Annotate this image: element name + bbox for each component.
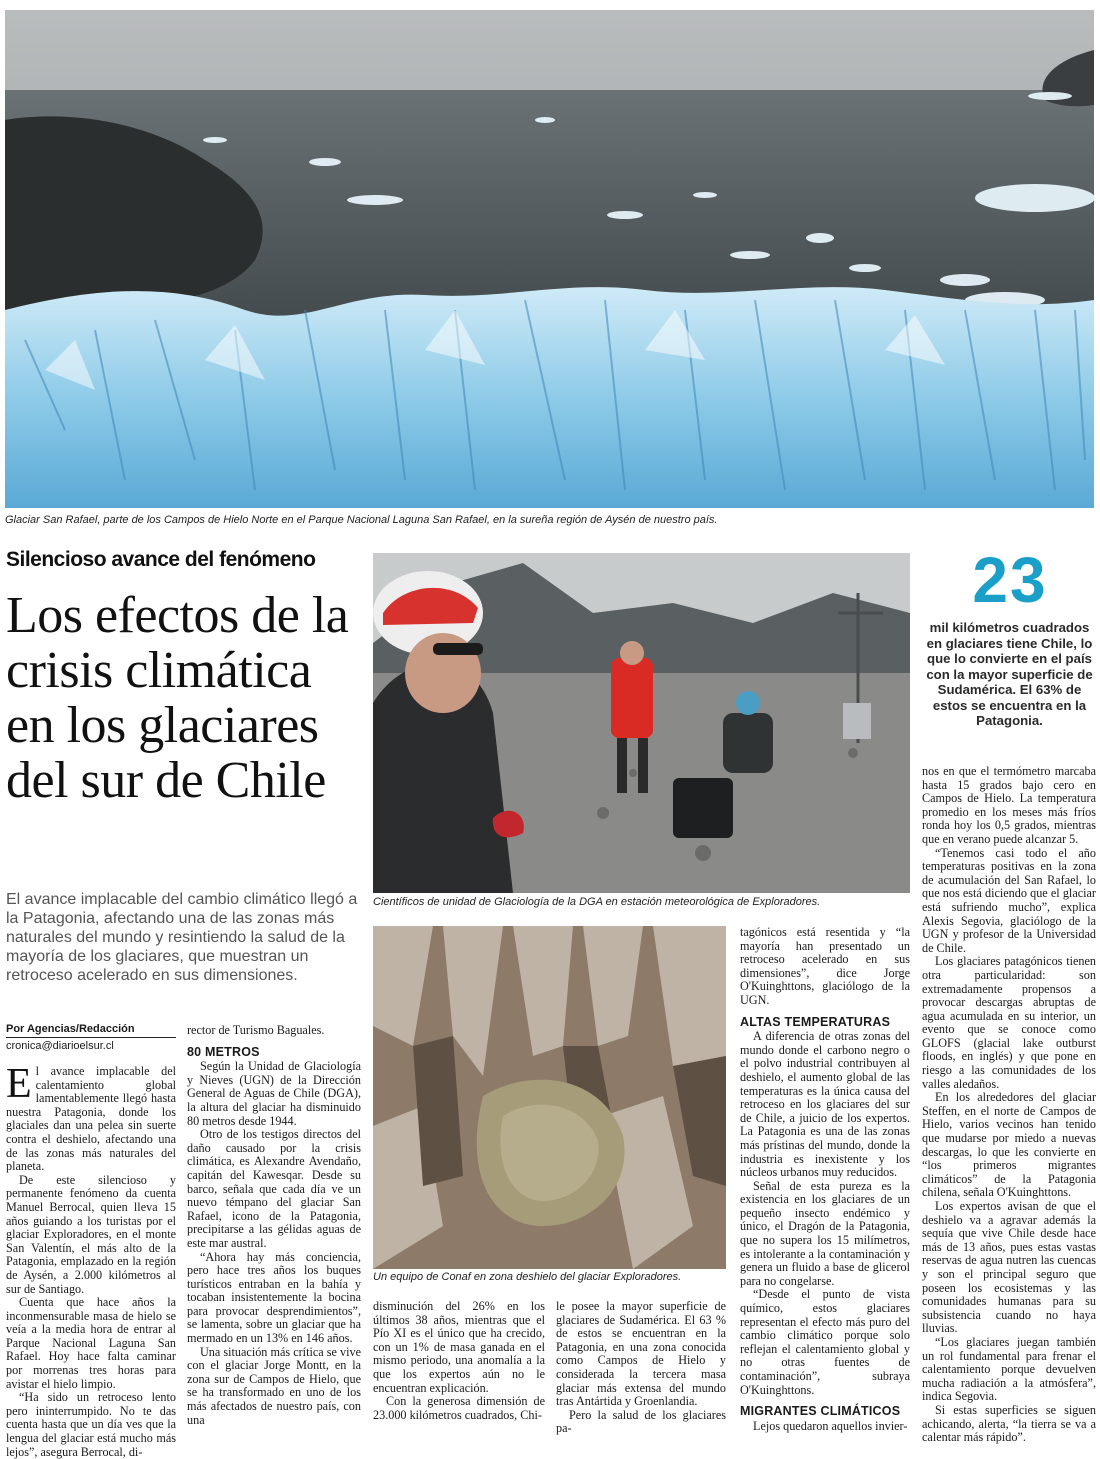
body-paragraph: A diferencia de otras zonas del mundo donde el carbono negro o el polvo industrial contribuyen al deshielo, el aumento global de las temperaturas es la única causa del retroceso en los glaciares del sur de Chile, a juicio de los expertos. La Patagonia es una de las zonas más prístinas del mundo, donde la industria es inexistente y los núcleos urbanos muy reducidos.: [740, 1029, 910, 1180]
body-paragraph: nos en que el termómetro marcaba hasta 15 grados bajo cero en Campos de Hielo. La temperatura promedio en los meses más fríos ronda hoy los 0,5 grados, mientras que en verano puede alcanzar 5.: [922, 764, 1096, 846]
body-paragraph: Con la generosa dimensión de 23.000 kilómetros cuadrados, Chi-: [373, 1394, 545, 1422]
body-column-5: [740, 926, 910, 1438]
subheading-altas-temperaturas: ALTAS TEMPERATURAS: [740, 1014, 891, 1029]
body-paragraph: Pero la salud de los glaciares pa-: [556, 1407, 726, 1436]
body-paragraph: “Los glaciares juegan también un rol fundamental para frenar el calentamiento porque devuelven mucha radiación a la atmósfera”, indica Segovia.: [922, 1334, 1096, 1404]
body-paragraph: Los expertos avisan de que el deshielo va a agravar además la sequía que vive Chile desde hace más de 13 años, pues estas vastas reservas de agua nutren las cuencas y son el principal seguro que poseen los ecosistemas y las comunidades humanas para su subsistencia cuando no haya lluvias.: [922, 1199, 1096, 1336]
body-paragraph: Según la Unidad de Glaciología y Nieves (UGN) de la Dirección General de Aguas de Chile (DGA), la altura del glaciar ha disminuido 80 metros desde 1944.: [187, 1059, 361, 1128]
body-paragraph: tagónicos está resentida y “la mayoría han presentado un retroceso acelerado en sus dimensiones”, dice Jorge O'Kuinghttons, glaciólogo de la UGN.: [740, 925, 910, 1007]
body-paragraph: Señal de esta pureza es la existencia en los glaciares de un pequeño insecto endémico y único, el Dragón de la Patagonia, que no supera los 15 milímetros, es intolerante a la contaminación y genera un fluido a base de glicerol para no congelarse.: [740, 1178, 910, 1288]
body-paragraph: Los glaciares patagónicos tienen otra particularidad: son extremadamente propensos a provocar descargas abruptas de agua acumulada en su interior, un evento que se conoce como GLOFS (glacial lake outburst floods, en inglés) y que pone en riesgo a las comunidades de los valles aledaños.: [922, 954, 1096, 1091]
body-paragraph: El avance implacable del calentamiento global lamentablemente llegó hasta nuestra Patagonia, donde los glaciales dan una pelea sin suerte contra el deshielo, afectando una de las zonas más naturales del planeta.: [6, 1061, 176, 1174]
subheading-80-metros: 80 METROS: [187, 1044, 260, 1059]
body-paragraph: “Ha sido un retroceso lento pero ininterrumpido. No te das cuenta hasta que un día ves que la lengua del glaciar está mucho más lejos”, asegura Berrocal, di-: [6, 1390, 176, 1459]
main-photo-glaciar-san-rafael: [5, 10, 1094, 508]
article-headline: Los efectos de la crisis climática en los glaciares del sur de Chile: [6, 587, 349, 809]
scientists-illustration: [373, 553, 910, 893]
body-paragraph: “Ahora hay más conciencia, pero hace tres años los buques turísticos entraban en la bahía y tocaban insistentemente la bocina para provocar desprendimientos”, se lamenta, sobre un glaciar que ha mermado en un 13% en 146 años.: [187, 1249, 361, 1346]
body-column-2: [187, 1024, 361, 1438]
body-paragraph: En los alrededores del glaciar Steffen, en el norte de Campos de Hielo, varios vecinos han tenido que mudarse por miedo a nuevas descargas, lo que les convierte en “los primeros migrantes climáticos” de la Patagonia chilena, señala O'Kuinghttons.: [922, 1090, 1096, 1200]
body-paragraph: Una situación más crítica se vive con el glaciar Jorge Montt, en la zona sur de Campos de Hielo, que se ha transformado en uno de los más afectados de nuestro país, con una: [187, 1344, 361, 1427]
body-paragraph: rector de Turismo Baguales.: [187, 1023, 325, 1037]
byline-email: cronica@diarioelsur.cl: [6, 1040, 114, 1052]
subheading-migrantes-climaticos: MIGRANTES CLIMÁTICOS: [740, 1404, 901, 1419]
body-paragraph: Cuenta que hace años la inconmensurable masa de hielo se veía a la media hora de entrar al Parque Nacional Laguna San Rafael. Hoy hace falta caminar por morrenas tres horas para avistar el hielo limpio.: [6, 1295, 176, 1391]
body-paragraph: “Tenemos casi todo el año temperaturas positivas en la zona de acumulación del San Rafael, lo que nos está diciendo que el glaciar está sufriendo mucho”, explica Alexis Segovia, glaciólogo de la UGN y profesor de la Universidad de Chile.: [922, 845, 1096, 955]
byline-author: Por Agencias/Redacción: [6, 1023, 135, 1035]
main-photo-caption: Glaciar San Rafael, parte de los Campos de Hielo Norte en el Parque Nacional Laguna San Rafael, en la sureña región de Aysén de nuestro país.: [5, 514, 718, 526]
body-paragraph: disminución del 26% en los últimos 38 años, mientras que el Pío XI es el único que ha crecido, con un 1% de masa ganada en el mismo periodo, una anomalía a la que los expertos aún no le encuentran explicación.: [373, 1299, 545, 1395]
drop-cap: E: [6, 1061, 32, 1107]
stat-number: 23: [972, 544, 1048, 616]
glacier-illustration: [5, 10, 1094, 508]
article-kicker: Silencioso avance del fenómeno: [6, 548, 316, 571]
body-paragraph: le posee la mayor superficie de glaciares de Sudamérica. El 63 % de estos se encuentran en la Patagonia, en una zona conocida como Campos de Hielo y considerada la tercera masa glaciar más extensa del mundo tras Antártida y Groenlandia.: [556, 1299, 726, 1409]
body-column-1: [6, 1061, 176, 1459]
stat-text: mil kilómetros cuadrados en glaciares tiene Chile, lo que lo convierte en el país con la mayor superficie de Sudamérica. El 63% de estos se encuentra en la Patagonia.: [926, 620, 1093, 728]
body-paragraph: De este silencioso y permanente fenómeno da cuenta Manuel Berrocal, quien lleva 15 años guiando a los turistas por el glaciar Exploradores, en el monte San Valentín, el más alto de la Patagonia, emplazado en la región de Aysén, a 2.000 kilómetros al sur de Santiago.: [6, 1172, 176, 1296]
body-paragraph: Si estas superficies se siguen achicando, alerta, “la tierra se va a calentar más rápido”.: [922, 1402, 1096, 1445]
body-column-6: [922, 764, 1096, 1445]
byline: [6, 1023, 176, 1053]
conaf-photo-caption: Un equipo de Conaf en zona deshielo del glaciar Exploradores.: [373, 1271, 682, 1283]
body-column-3: [373, 1300, 545, 1438]
scientists-photo-caption: Científicos de unidad de Glaciología de la DGA en estación meteorológica de Exploradores.: [373, 896, 821, 908]
conaf-photo: [373, 926, 726, 1269]
article-lede: El avance implacable del cambio climático llegó a la Patagonia, afectando una de las zonas más naturales del mundo y resintiendo la salud de la mayoría de los glaciares, que muestran un retroceso acelerado en sus dimensiones.: [6, 891, 358, 984]
conaf-illustration: [373, 926, 726, 1269]
body-paragraph: Otro de los testigos directos del daño causado por la crisis climática, es Alexandre Avendaño, capitán del Kawesqar. Desde su barco, señala que cada día ve un nuevo témpano del glaciar San Rafael, icono de la Patagonia, precipitarse a las gélidas aguas de este mar austral.: [187, 1127, 361, 1250]
body-paragraph: “Desde el punto de vista químico, estos glaciares representan el efecto más puro del cambio climático porque solo reflejan el calentamiento global y no otras fuentes de contaminación”, subraya O'Kuinghttons.: [740, 1287, 910, 1397]
body-paragraph: Lejos quedaron aquellos invier-: [753, 1418, 908, 1433]
body-column-4: [556, 1300, 726, 1438]
scientists-photo: [373, 553, 910, 893]
